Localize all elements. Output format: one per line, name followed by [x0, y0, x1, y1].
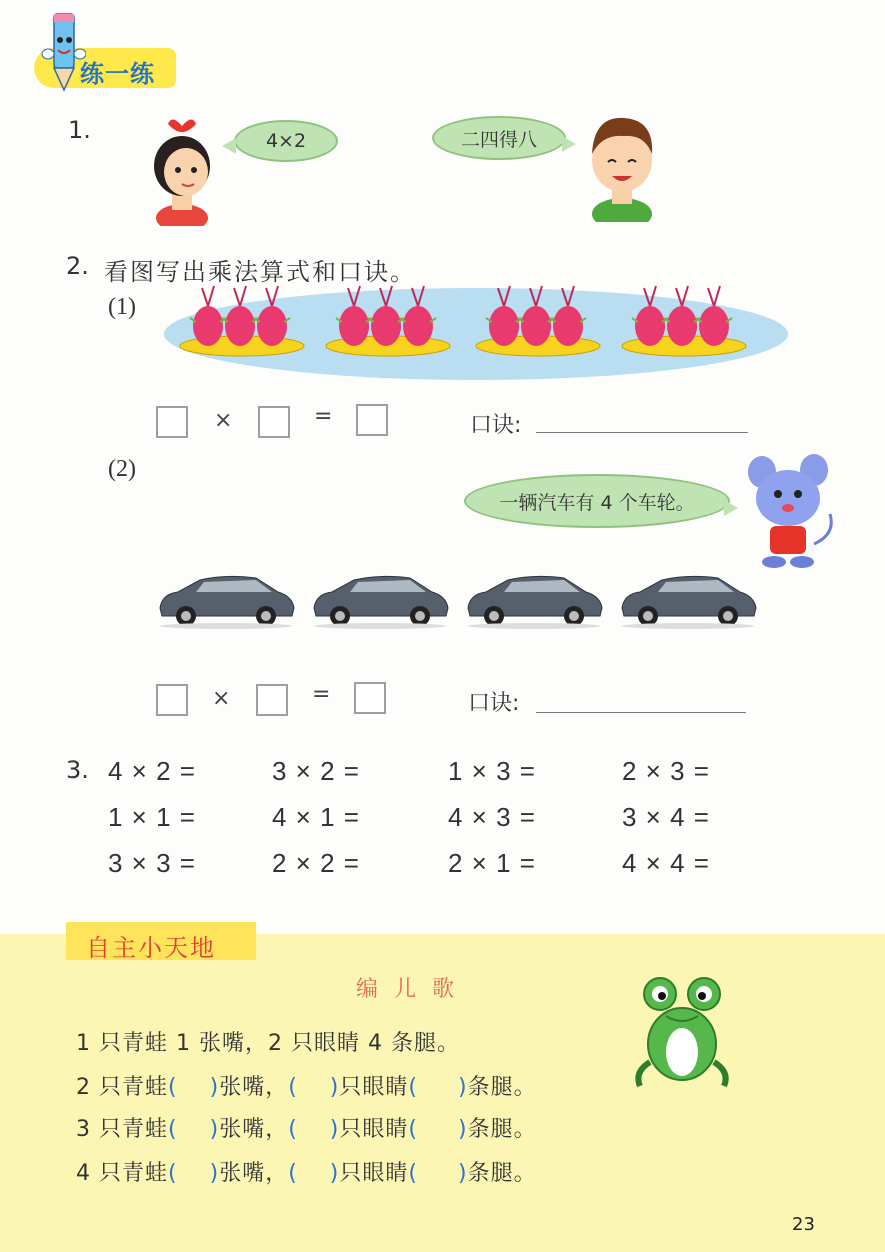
- equation: 1 × 1 =: [108, 802, 196, 832]
- paren-open: (: [408, 1117, 418, 1142]
- paren-close: ): [458, 1117, 468, 1142]
- plate-icon: [180, 286, 304, 356]
- blue-mouse-mascot-icon: [744, 454, 836, 572]
- mouth-text: 张嘴，: [219, 1075, 289, 1100]
- koujue-answer-line[interactable]: [536, 432, 748, 433]
- equation: 4 × 4 =: [622, 848, 710, 878]
- paren-close: ): [329, 1117, 340, 1142]
- song-row: [76, 1112, 537, 1143]
- equation: 1 × 3 =: [448, 756, 536, 786]
- boy-illustration-icon: [584, 110, 660, 222]
- answer-box[interactable]: [258, 406, 290, 438]
- equals-sign: =: [314, 404, 333, 429]
- part-2-label: (2): [108, 456, 136, 482]
- boy-speech-bubble: [432, 116, 566, 160]
- koujue-label: 口诀:: [470, 413, 522, 438]
- frog-count: 4 只青蛙: [76, 1161, 168, 1186]
- paren-close: ): [458, 1075, 468, 1100]
- koujue-label: 口诀:: [468, 691, 520, 716]
- equation: 2 × 2 =: [272, 848, 360, 878]
- paren-close: ): [329, 1161, 340, 1186]
- mouth-text: 张嘴，: [219, 1117, 289, 1142]
- mouse-speech-text: 一辆汽车有 4 个车轮。: [499, 491, 695, 514]
- paren-open: (: [408, 1075, 418, 1100]
- question-2-number: 2.: [66, 252, 89, 280]
- equation: 4 × 1 =: [272, 802, 360, 832]
- legs-text: 条腿。: [467, 1117, 537, 1142]
- equation: 3 × 4 =: [622, 802, 710, 832]
- answer-box[interactable]: [156, 406, 188, 438]
- times-sign: ×: [212, 686, 231, 711]
- girl-illustration-icon: [142, 110, 222, 226]
- answer-box[interactable]: [356, 404, 388, 436]
- song-row: [76, 1070, 537, 1101]
- paren-open: (: [168, 1117, 178, 1142]
- song-title: 编儿歌: [356, 977, 471, 1002]
- song-row: [76, 1156, 537, 1187]
- section-title: 自主小天地: [86, 934, 216, 962]
- bubble-tail-icon: [222, 138, 236, 154]
- legs-text: 条腿。: [467, 1075, 537, 1100]
- question-3-number: 3.: [66, 756, 89, 784]
- paren-open: (: [288, 1075, 298, 1100]
- boy-speech-text: 二四得八: [460, 128, 537, 151]
- equation: 2 × 1 =: [448, 848, 536, 878]
- answer-box[interactable]: [354, 682, 386, 714]
- equation: 3 × 2 =: [272, 756, 360, 786]
- mouth-text: 张嘴，: [219, 1161, 289, 1186]
- paren-open: (: [168, 1075, 178, 1100]
- girl-speech-text: 4×2: [265, 130, 307, 152]
- times-sign: ×: [214, 408, 233, 433]
- bubble-tail-icon: [562, 136, 576, 152]
- bubble-tail-icon: [724, 500, 738, 516]
- car-icon: [160, 576, 294, 629]
- frog-illustration-icon: [630, 972, 734, 1090]
- mouse-speech-bubble: [464, 474, 730, 528]
- dragon-fruit-plates-illustration-icon: [160, 282, 792, 388]
- paren-open: (: [408, 1161, 418, 1186]
- paren-open: (: [288, 1117, 298, 1142]
- koujue-answer-line[interactable]: [536, 712, 746, 713]
- paren-close: ): [329, 1075, 340, 1100]
- paren-open: (: [168, 1161, 178, 1186]
- paren-close: ): [458, 1161, 468, 1186]
- song-line-1: 1 只青蛙 1 张嘴，2 只眼睛 4 条腿。: [76, 1031, 460, 1056]
- cars-illustration-icon: [156, 568, 762, 630]
- legs-text: 条腿。: [467, 1161, 537, 1186]
- eyes-text: 只眼睛: [339, 1075, 409, 1100]
- equation: 2 × 3 =: [622, 756, 710, 786]
- paren-close: ): [209, 1161, 220, 1186]
- question-1-number: 1.: [68, 116, 91, 144]
- paren-close: ): [209, 1075, 220, 1100]
- equation: 4 × 3 =: [448, 802, 536, 832]
- eyes-text: 只眼睛: [339, 1161, 409, 1186]
- answer-box[interactable]: [256, 684, 288, 716]
- equals-sign: =: [312, 682, 331, 707]
- equation: 4 × 2 =: [108, 756, 196, 786]
- paren-close: ): [209, 1117, 220, 1142]
- page-number: 23: [792, 1214, 815, 1235]
- equation: 3 × 3 =: [108, 848, 196, 878]
- frog-count: 2 只青蛙: [76, 1075, 168, 1100]
- girl-speech-bubble: [234, 120, 338, 162]
- answer-box[interactable]: [156, 684, 188, 716]
- frog-count: 3 只青蛙: [76, 1117, 168, 1142]
- section-title: 练一练: [80, 60, 155, 88]
- eyes-text: 只眼睛: [339, 1117, 409, 1142]
- paren-open: (: [288, 1161, 298, 1186]
- part-1-label: (1): [108, 294, 136, 320]
- question-2-instruction: 看图写出乘法算式和口诀。: [104, 258, 416, 286]
